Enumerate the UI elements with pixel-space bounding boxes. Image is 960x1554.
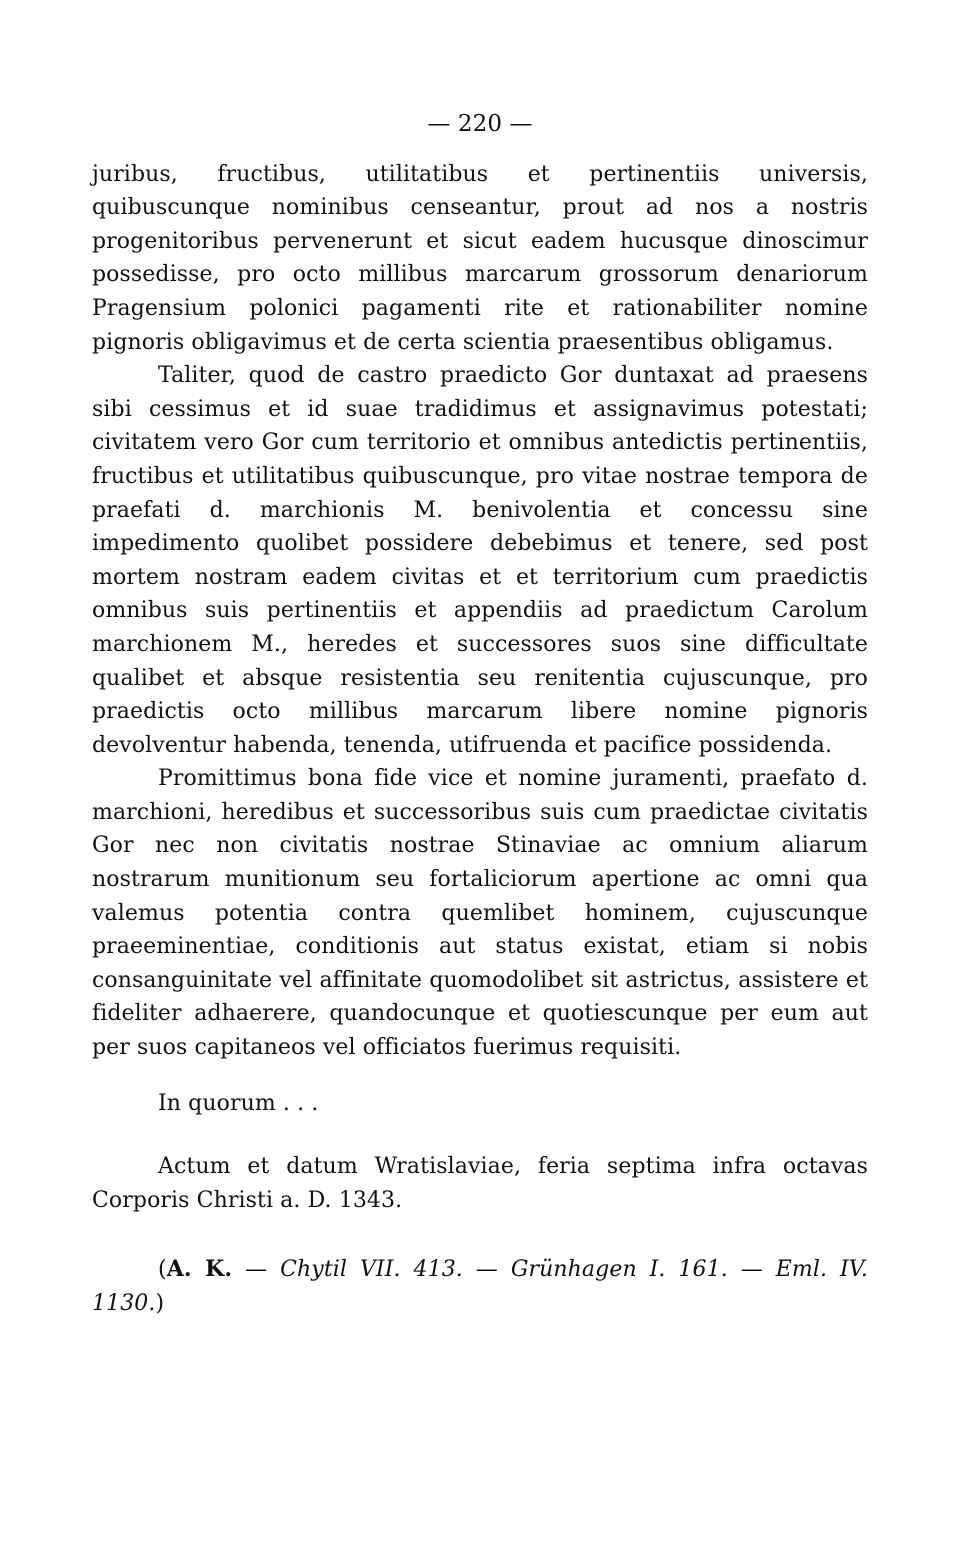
source-reference — [92, 1253, 868, 1320]
paragraph-5: Actum et datum Wratislaviae, feria septima infra octavas Corporis Christi a. D. 1343. — [92, 1154, 868, 1213]
ref-chytil: Chytil VII. 413. — [280, 1257, 463, 1283]
ref-close: ) — [155, 1291, 165, 1316]
paragraph-4: In quorum . . . — [158, 1090, 319, 1116]
ref-open: ( — [158, 1257, 167, 1283]
ref-eml: Eml. IV. 1130. — [92, 1257, 868, 1316]
paragraph-2: Taliter, quod de castro praedicto Gor duntaxat ad praesens sibi cessimus et id suae tradidimus et assignavimus potestati; civitatem vero Gor cum territorio et omnibus antedictis pertinentiis, fructibus et utilitatibus quibuscunque, pro vitae nostrae tempora de praefati d. marchionis M. benivolentia et concessu sine impedimento quolibet possidere debebimus et tenere, sed post mortem nostram eadem civitas et et territorium cum praedictis omnibus suis pertinentiis et appendiis ad praedictum Carolum marchionem M., heredes et successores suos sine difficultate qualibet et absque resistentia seu renitentia cujuscunque, pro praedictis octo millibus marcarum libere nomine pignoris devolventur habenda, tenenda, utifruenda et pacifice possidenda. — [92, 363, 868, 758]
page-number: — 220 — — [427, 111, 533, 137]
ref-gruenhagen: Grünhagen I. 161. — [510, 1257, 728, 1283]
ref-dash-3: — — [727, 1257, 776, 1283]
paragraph-3: Promittimus bona fide vice et nomine juramenti, praefato d. marchioni, heredibus et successoribus suis cum praedictae civitatis Gor nec non civitatis nostrae Stinaviae ac omnium aliarum nostrarum munitionum seu fortaliciorum apertione ac omni qua valemus potentia contra quemlibet hominem, cujuscunque praeeminentiae, conditionis aut status existat, etiam si nobis consanguinitate vel affinitate quomodolibet sit astrictus, assistere et fideliter adhaerere, quandocunque et quotiescunque per eum aut per suos capitaneos vel officiatos fuerimus requisiti. — [92, 766, 868, 1061]
paragraph-1: juribus, fructibus, utilitatibus et pertinentiis universis, quibuscunque nominibus censeantur, prout ad nos a nostris progenitoribus pervenerunt et sicut eadem hucusque dinoscimur possedisse, pro octo millibus marcarum grossorum denariorum Pragensium polonici pagamenti rite et rationabiliter nomine pignoris obligavimus et de certa scientia praesentibus obligamus. — [92, 161, 868, 355]
ref-dash-1: — — [232, 1257, 281, 1283]
document-page — [92, 108, 868, 1343]
ref-dash-2: — — [462, 1257, 511, 1283]
ref-ak: A. K. — [166, 1256, 233, 1283]
